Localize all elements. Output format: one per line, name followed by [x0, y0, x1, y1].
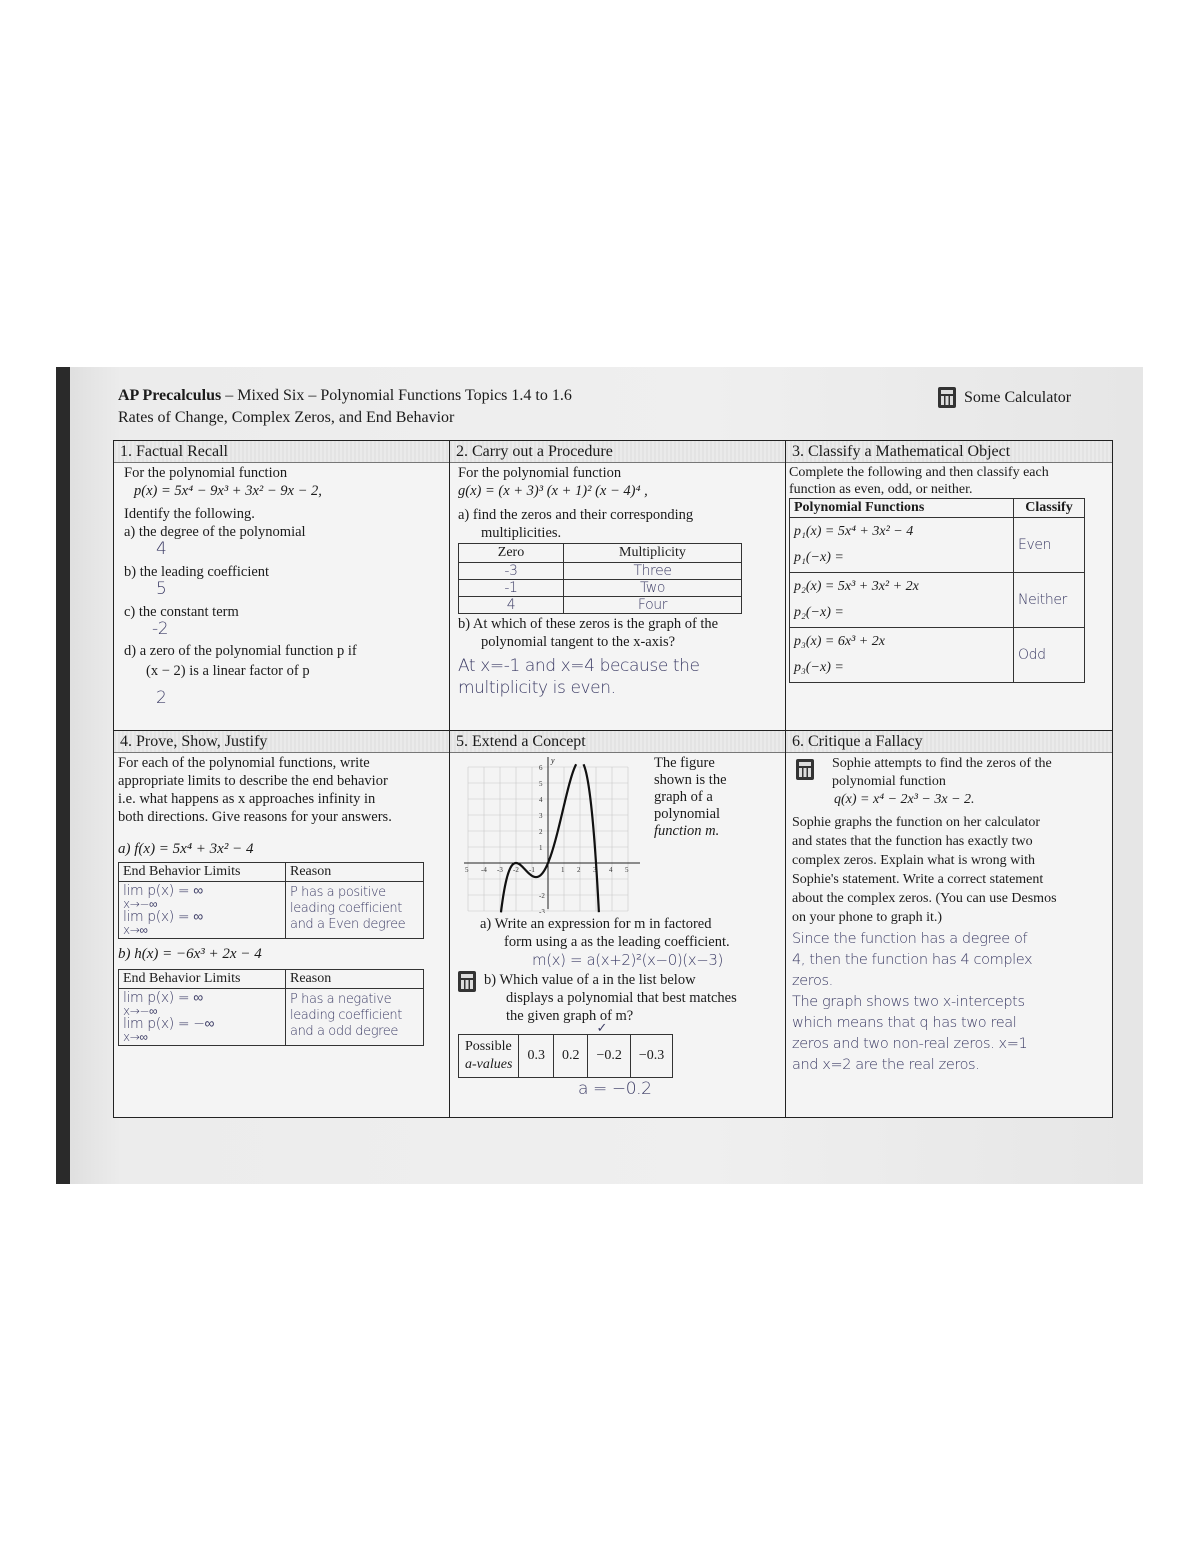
- intro-line1: For each of the polynomial functions, write: [118, 755, 370, 771]
- y-tick-labels: [539, 764, 545, 913]
- reason-line: and a odd degree: [290, 1024, 398, 1039]
- caption-line: polynomial: [654, 806, 721, 822]
- question-b-line2: polynomial tangent to the x-axis?: [481, 634, 676, 650]
- section-carry-out-procedure: [450, 441, 786, 731]
- limit-subscript: x→−∞: [123, 897, 158, 911]
- function-cell: [790, 628, 1014, 683]
- x-tick-label: 4: [609, 866, 613, 874]
- x-tick-label: 1: [561, 866, 565, 874]
- reason-cell: [286, 989, 424, 1046]
- limit-text: lim p(x) = ∞: [123, 909, 203, 925]
- col-classify: Classify: [1014, 499, 1085, 518]
- function-neg: p₂(−x) =: [794, 605, 844, 620]
- text-line: Sophie graphs the function on her calculator: [792, 815, 1041, 830]
- title-rest: – Mixed Six – Polynomial Functions Topics 1.4 to 1.6: [221, 387, 572, 404]
- y-tick-label: 1: [539, 844, 543, 852]
- zero-cell: 4: [459, 597, 564, 614]
- section-classify-object: [786, 441, 1112, 731]
- text-line: Sophie's statement. Write a correct statement: [792, 872, 1044, 887]
- question-a-line2: form using a as the leading coefficient.: [504, 934, 730, 950]
- intro-line2: function as even, odd, or neither.: [789, 482, 973, 497]
- limit-subscript: x→∞: [123, 923, 148, 937]
- function-text: p₂(x) = 5x³ + 3x² + 2x: [794, 579, 919, 594]
- text-line: complex zeros. Explain what is wrong with: [792, 853, 1036, 868]
- function-p: p(x) = 5x⁴ − 9x³ + 3x² − 9x − 2,: [134, 483, 322, 499]
- question-b-line1: b) Which value of a in the list below: [484, 972, 696, 988]
- table-row: [790, 628, 1085, 683]
- polynomial-graph: [456, 753, 646, 913]
- col-zero: Zero: [459, 544, 564, 563]
- table-row: [459, 563, 742, 580]
- question-a-block: [480, 915, 780, 969]
- function-g: g(x) = (x + 3)³ (x + 1)² (x − 4)⁴ ,: [458, 483, 648, 499]
- table-row: [790, 518, 1085, 573]
- limits-table-b: [118, 969, 424, 1046]
- y-tick-label: 4: [539, 796, 543, 804]
- caption-line: graph of a: [654, 789, 713, 805]
- reason-line: and a Even degree: [290, 917, 406, 932]
- x-tick-label: 5: [625, 866, 629, 874]
- intro-text: For the polynomial function: [458, 465, 622, 481]
- function-text: p₁(x) = 5x⁴ + 3x² − 4: [794, 524, 914, 539]
- a-values-table: [458, 1021, 673, 1078]
- intro-line3: i.e. what happens as x approaches infinity in: [118, 791, 376, 807]
- x-tick-label: -4: [481, 866, 487, 874]
- reason-line: leading coefficient: [290, 1008, 402, 1023]
- y-axis-label: y: [551, 756, 555, 765]
- text-line: and states that the function has exactly two: [792, 834, 1033, 849]
- a-value-option: 0.2: [553, 1035, 588, 1078]
- limit-subscript: x→−∞: [123, 1004, 158, 1018]
- limits-cell: [119, 989, 286, 1046]
- classify-table: [789, 498, 1085, 683]
- table-row: [119, 989, 424, 1046]
- figure-caption: [654, 755, 727, 840]
- a-value-text: −0.2: [596, 1048, 622, 1063]
- label-line: Possible: [465, 1039, 512, 1054]
- function-h: b) h(x) = −6x³ + 2x − 4: [118, 946, 262, 962]
- col-reason: Reason: [286, 970, 424, 989]
- answer-block: [792, 929, 1106, 1076]
- table-row: [119, 882, 424, 939]
- limits-table-a: [118, 862, 424, 939]
- answer-line: Since the function has a degree of: [792, 931, 1028, 947]
- function-cell: [790, 518, 1014, 573]
- question-b-line2: displays a polynomial that best matches: [506, 990, 737, 1006]
- subtitle: Rates of Change, Complex Zeros, and End Behavior: [118, 409, 455, 426]
- intro-line2: appropriate limits to describe the end behavior: [118, 773, 388, 789]
- section-title: 4. Prove, Show, Justify: [114, 731, 449, 753]
- text-line: Sophie attempts to find the zeros of the: [832, 756, 1052, 771]
- col-limits: End Behavior Limits: [119, 970, 286, 989]
- zero-cell: -1: [459, 580, 564, 597]
- problem-grid: [113, 440, 1113, 1118]
- question-a-line2: multiplicities.: [481, 525, 562, 541]
- reason-line: P has a negative: [290, 992, 392, 1007]
- possible-a-label: [459, 1035, 519, 1078]
- zeros-table: [458, 543, 742, 614]
- answer-line: zeros and two non-real zeros. x=1: [792, 1036, 1028, 1052]
- photo-edge-shadow: [56, 367, 70, 1184]
- table-row: [459, 597, 742, 614]
- multiplicity-cell: Four: [564, 597, 742, 614]
- x-tick-label: 3: [593, 866, 597, 874]
- calculator-icon: [796, 759, 814, 780]
- caption-line: shown is the: [654, 772, 727, 788]
- calculator-note: [938, 387, 1071, 408]
- question-c: c) the constant term: [124, 604, 239, 620]
- intro-line4: both directions. Give reasons for your answers.: [118, 809, 392, 825]
- x-tick-label: -1: [529, 866, 535, 874]
- col-limits: End Behavior Limits: [119, 863, 286, 882]
- section-title: 3. Classify a Mathematical Object: [786, 441, 1112, 463]
- question-b-line1: b) At which of these zeros is the graph of the: [458, 616, 719, 632]
- limits-cell: [119, 882, 286, 939]
- a-value-option: 0.3: [519, 1035, 554, 1078]
- section-title: 1. Factual Recall: [114, 441, 449, 463]
- label-line: a-values: [465, 1057, 513, 1072]
- text-line: about the complex zeros. (You can use Desmos: [792, 891, 1057, 906]
- function-text: p₃(x) = 6x³ + 2x: [794, 634, 885, 649]
- answer-line: zeros.: [792, 973, 833, 989]
- question-a-line1: a) find the zeros and their corresponding: [458, 507, 694, 523]
- section-factual-recall: [114, 441, 450, 731]
- section-title: 2. Carry out a Procedure: [450, 441, 785, 463]
- x-tick-label: 5: [465, 866, 469, 874]
- answer-line: 4, then the function has 4 complex: [792, 952, 1033, 968]
- col-functions: Polynomial Functions: [790, 499, 1014, 518]
- limit-text: lim p(x) = ∞: [123, 883, 203, 899]
- caption-line: The figure: [654, 755, 715, 771]
- y-tick-label: 3: [539, 812, 543, 820]
- course-name: AP Precalculus: [118, 387, 222, 404]
- classify-cell: Odd: [1014, 628, 1085, 683]
- answer-line: and x=2 are the real zeros.: [792, 1057, 980, 1073]
- y-tick-label: 2: [539, 828, 543, 836]
- question-d-line2: (x − 2) is a linear factor of p: [146, 663, 310, 679]
- col-multiplicity: Multiplicity: [564, 544, 742, 563]
- answer-b: 5: [156, 579, 167, 599]
- text-line: polynomial function: [832, 774, 946, 789]
- limit-text: lim p(x) = ∞: [123, 990, 203, 1006]
- caption-line: function m.: [654, 823, 720, 839]
- section-critique-fallacy: [786, 731, 1112, 1117]
- table-row: [790, 573, 1085, 628]
- y-tick-label: 6: [539, 764, 543, 772]
- function-neg: p₃(−x) =: [794, 660, 844, 675]
- function-cell: [790, 573, 1014, 628]
- section-title: 5. Extend a Concept: [450, 731, 785, 753]
- limit-text: lim p(x) = −∞: [123, 1016, 215, 1032]
- identify-text: Identify the following.: [124, 506, 255, 522]
- answer-d: 2: [156, 688, 167, 708]
- x-tick-label: 2: [577, 866, 581, 874]
- x-tick-label: -3: [497, 866, 503, 874]
- section-extend-concept: [450, 731, 786, 1117]
- zero-cell: -3: [459, 563, 564, 580]
- reason-line: P has a positive: [290, 885, 386, 900]
- calculator-note-label: Some Calculator: [964, 388, 1072, 406]
- classify-cell: Neither: [1014, 573, 1085, 628]
- answer-b: a = −0.2: [578, 1079, 652, 1099]
- question-a: a) the degree of the polynomial: [124, 524, 306, 540]
- answer-b-line1: At x=-1 and x=4 because the: [458, 656, 700, 676]
- answer-b-line2: multiplicity is even.: [458, 678, 616, 698]
- question-b: b) the leading coefficient: [124, 564, 270, 580]
- question-d-line1: d) a zero of the polynomial function p if: [124, 643, 357, 659]
- calculator-icon: [938, 387, 956, 408]
- multiplicity-cell: Three: [564, 563, 742, 580]
- intro-text: For the polynomial function: [124, 465, 288, 481]
- question-b-block: [484, 971, 784, 1025]
- function-f: a) f(x) = 5x⁴ + 3x² − 4: [118, 841, 254, 857]
- check-mark: ✓: [596, 1021, 607, 1036]
- reason-cell: [286, 882, 424, 939]
- reason-line: leading coefficient: [290, 901, 402, 916]
- section-title: 6. Critique a Fallacy: [786, 731, 1112, 753]
- calculator-icon: [458, 971, 476, 992]
- text-line: on your phone to graph it.): [792, 910, 943, 925]
- x-tick-label: -2: [513, 866, 519, 874]
- function-neg: p₁(−x) =: [794, 550, 844, 565]
- polynomial-curve: [501, 764, 599, 912]
- limit-subscript: x→∞: [123, 1030, 148, 1044]
- answer-a: m(x) = a(x+2)²(x−0)(x−3): [532, 951, 723, 969]
- y-tick-label: 5: [539, 780, 543, 788]
- table-row: [459, 580, 742, 597]
- intro-line1: Complete the following and then classify each: [789, 465, 1049, 480]
- a-value-option-selected: [588, 1021, 630, 1078]
- answer-line: The graph shows two x-intercepts: [792, 994, 1025, 1010]
- y-tick-label: -3: [539, 908, 545, 913]
- classify-cell: Even: [1014, 518, 1085, 573]
- answer-line: which means that q has two real: [792, 1015, 1017, 1031]
- answer-a: 4: [156, 539, 167, 559]
- a-value-option: −0.3: [630, 1035, 672, 1078]
- y-tick-label: -2: [539, 892, 545, 900]
- answer-c: -2: [152, 619, 169, 639]
- question-a-line1: a) Write an expression for m in factored: [480, 916, 712, 932]
- function-q: q(x) = x⁴ − 2x³ − 3x − 2.: [834, 792, 975, 807]
- section-prove-show-justify: [114, 731, 450, 1117]
- col-reason: Reason: [286, 863, 424, 882]
- multiplicity-cell: Two: [564, 580, 742, 597]
- question-b-line3: the given graph of m?: [506, 1008, 634, 1024]
